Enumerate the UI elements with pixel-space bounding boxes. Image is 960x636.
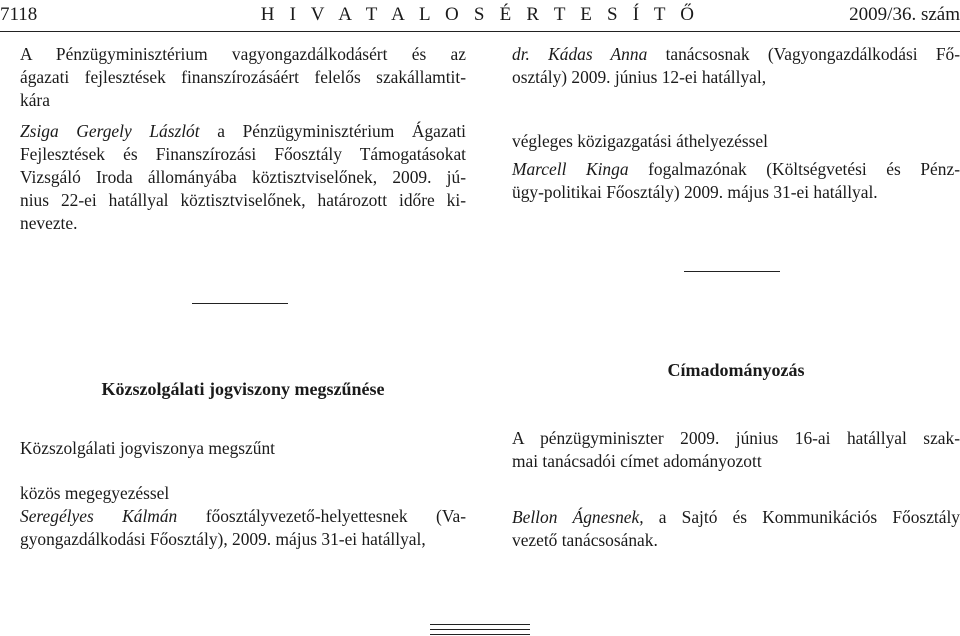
appointment-body (20, 120, 466, 235)
transfer-block (512, 130, 960, 204)
termination-text-line-1: főosztályvezető-helyettesnek (Va- (205, 506, 466, 526)
appointment-intro-line-3: kára (20, 90, 50, 110)
end-rule-top (430, 624, 530, 625)
section-divider-right (684, 271, 780, 272)
termination-reason: közös megegyezéssel (20, 483, 170, 503)
title-text-line-2: vezető tanácsosának. (512, 530, 658, 550)
end-rule-middle (430, 629, 530, 630)
issue-number: 2009/36. szám (849, 4, 960, 25)
end-rule-bottom (430, 634, 530, 635)
section-divider (192, 303, 288, 304)
page-header (0, 4, 960, 32)
continuation-text-line-1: tanácsosnak (Vagyongazdálkodási Fő- (665, 44, 960, 64)
transfer-text-line-2: ügy-politikai Főosztály) 2009. május 31-ei hatállyal. (512, 182, 878, 202)
continuation-name: dr. Kádas Anna (512, 44, 648, 64)
appointment-text-line-3: Vizsgáló Iroda állományába köztisztviselőnek, 2009. jú- (20, 167, 466, 187)
appointment-text-line-5: nevezte. (20, 213, 78, 233)
title-award-intro (512, 427, 960, 473)
section-heading-title-award: Címadományozás (667, 360, 805, 380)
header-rule (0, 31, 960, 32)
section-heading-termination: Közszolgálati jogviszony megszűnése (101, 379, 385, 399)
title-text-line-1: a Sajtó és Kommunikációs Főosztály (658, 507, 960, 527)
transfer-text-line-1: fogalmazónak (Költségvetési és Pénz- (648, 159, 960, 179)
title-recipient-name: Bellon Ágnesnek, (512, 507, 644, 527)
publication-title: H I V A T A L O S É R T E S Í T Ő (260, 4, 700, 25)
page-number: 7118 (0, 4, 38, 25)
appointment-intro-line-1: A Pénzügyminisztérium vagyongazdálkodásért és az (20, 44, 466, 64)
termination-block (20, 482, 466, 551)
termination-intro: Közszolgálati jogviszonya megszűnt (20, 438, 276, 458)
terminated-person-name: Seregélyes Kálmán (20, 506, 178, 526)
appointment-text-line-2: Fejlesztések és Finanszírozási Főosztály Támogatásokat (20, 144, 466, 164)
title-intro-line-2: mai tanácsadói címet adományozott (512, 451, 762, 471)
appointment-text-line-4: nius 22-ei hatállyal köztisztviselőnek, határozott időre ki- (20, 190, 466, 210)
continuation-text-line-2: osztály) 2009. június 12-ei hatállyal, (512, 67, 767, 87)
title-intro-line-1: A pénzügyminiszter 2009. június 16-ai hatállyal szak- (512, 428, 960, 448)
appointment-text-line-1: a Pénzügyminisztérium Ágazati (217, 121, 466, 141)
appointment-intro-line-2: ágazati fejlesztések finanszírozásáért felelős szakállamtit- (20, 67, 466, 87)
title-award-body (512, 506, 960, 552)
transfer-reason: végleges közigazgatási áthelyezéssel (512, 131, 768, 151)
appointment-paragraph (20, 43, 466, 112)
appointee-name: Zsiga Gergely Lászlót (20, 121, 200, 141)
continuation-block (512, 43, 960, 89)
transfer-name: Marcell Kinga (512, 159, 629, 179)
termination-text-line-2: gyongazdálkodási Főosztály), 2009. május 31-ei hatállyal, (20, 529, 426, 549)
